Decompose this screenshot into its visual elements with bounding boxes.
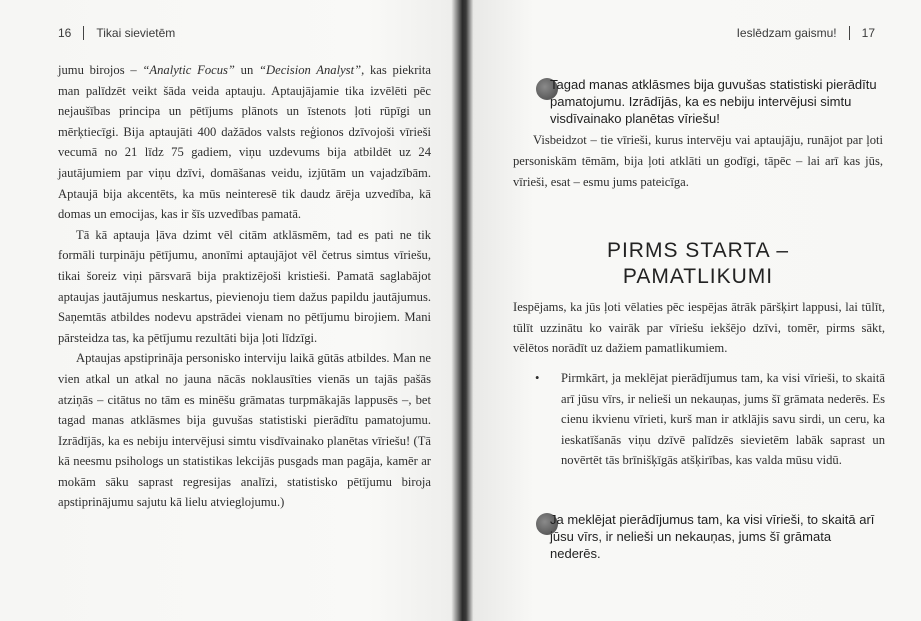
page-number: 16: [58, 26, 72, 40]
header-separator: [83, 26, 84, 40]
header-separator: [849, 26, 850, 40]
section-title: [513, 238, 883, 290]
pull-quote-top: Tagad manas atklāsmes bija guvušas statistiski pierādītu pamatojumu. Izrādījās, ka es nebiju intervējusi simtu visdīvainako planētas vīriešu!: [550, 77, 877, 126]
left-body-text: [58, 60, 431, 513]
pull-quote-bottom: Ja meklējat pierādījumus tam, ka visi vīrieši, to skaitā arī jūsu vīrs, ir nelieši un nekauņas, jums šī grāmata nederēs.: [550, 512, 875, 561]
right-page: [468, 0, 921, 621]
list-item: [513, 368, 885, 471]
running-head: Tikai sievietēm: [96, 26, 176, 40]
section-title-line: PAMATLIKUMI: [622, 265, 774, 288]
italic-text: “Analytic Focus”: [142, 63, 235, 77]
paragraph-text: Visbeidzot – tie vīrieši, kurus intervēju vai aptaujāju, runājot par ļoti personiskām tēmām, bija ļoti atklāti un godīgi, tāpēc – lai arī kas jūs, vīrieši, esat – esmu jums pateicīga.: [513, 133, 883, 189]
running-head: Ieslēdzam gaismu!: [736, 26, 837, 40]
bullet-icon: •: [535, 371, 540, 385]
right-header: [737, 26, 875, 40]
page-number: 17: [861, 26, 875, 40]
bullet-list: [513, 368, 885, 471]
text-run: , kas piekrita man palīdzēt veikt šāda veida aptauju. Aptaujājamie tika izvēlēti pēc nejaušības principa un pētījums plānots un īstenots ļoti rūpīgi un mērķtiecīgi. Bija aptaujāti 400 dažādos valsts reģionos dzīvojoši vīrieši vecumā no 21 līdz 75 gadiem, viņu uzdevums bija atbildēt uz 24 jautājumiem par viņu dzīvi, domāšanas veidu, izjūtām un vajadzībām. Aptaujā bija akcentēts, ka mūs neinteresē tik daudz ārēja uzvedība, kā domas un emocijas, kas ir šīs uzvedības pamatā.: [58, 63, 431, 222]
paragraph: Aptaujas apstiprināja personisko interviju laikā gūtās atbildes. Man ne vien atkal un atkal no jauna nācās noklausīties vienās un tajās pašās atziņās – citātus no tām es minēšu grāmatas turpmākajās lappusēs –, bet tagad manas atklāsmes bija guvušas statistiski pierādītu pamatojumu. Izrādījās, ka es nebiju intervējusi simtu visdīvainako planētas vīriešu! (Tā kā neesmu psihologs un statistikas lekcijās pusgads man pagāja, kamēr ar mokām sāku saprast regresijas analīzi, statistisko pētījumu biroja apstiprinājumu sajutu kā lielu atvieglojumu.): [58, 351, 431, 510]
intro-paragraph: Iespējams, ka jūs ļoti vēlaties pēc iespējas ātrāk pāršķirt lappusi, lai tūlīt, tūlīt uzzinātu ko vairāk par vīriešu iekšējo dzīvi, tomēr, pirms sākt, vēlētos norādīt uz dažiem pamatlikumiem.: [513, 300, 885, 356]
section-title-line: PIRMS STARTA –: [606, 239, 790, 262]
left-header: [58, 26, 175, 40]
text-run: un: [234, 63, 260, 77]
italic-text: “Decision Analyst”: [259, 63, 362, 77]
list-item-text: Pirmkārt, ja meklējat pierādījumus tam, ka visi vīrieši, to skaitā arī jūsu vīrs, ir nelieši un nekauņas, jums šī grāmata nederēs. Es cienu ikvienu vīrieti, kurš man ir atklājis savu sirdi, un ceru, ka ieskatīšanās viņu dzīvē palīdzēs sievietēm labāk saprast un novērtēt tās brīnišķīgās atšķirības, kas valda mūsu vidū.: [561, 371, 885, 468]
text-run: jumu birojos –: [58, 63, 143, 77]
paragraph: [58, 60, 431, 225]
paragraph: Tā kā aptauja ļāva dzimt vēl citām atklāsmēm, tad es pati ne tik formāli turpināju pētījumu, anonīmi aptaujājot vēl četrus simtus vīriešu, tikai šoreiz viņi pārsvarā bija praktizējoši kristieši. Pamatā saglabājot aptaujas jautājumus neskartus, pievienoju tiem dažus papildu jautājumus. Saņemtās atbildes nodevu apstrādei vienam no pētījumu birojiem. Mani pārsteidza tas, ka pētījumu rezultāti bija ļoti līdzīgi.: [58, 227, 431, 345]
right-paragraph: [513, 130, 883, 193]
